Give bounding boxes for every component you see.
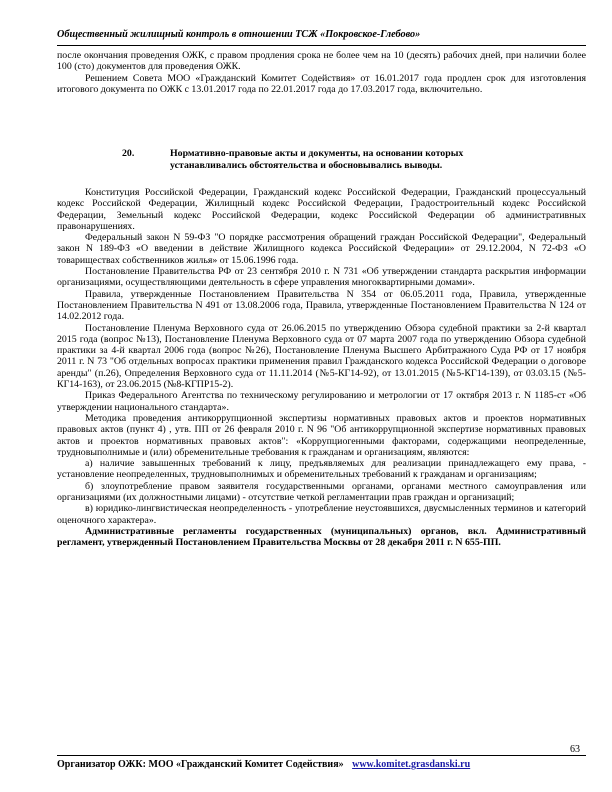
footer-website-link[interactable]: www.komitet.grasdanski.ru <box>352 759 471 770</box>
footer-label: Организатор ОЖК: МОО «Гражданский Комитет Содействия» <box>57 759 344 770</box>
list-item-a: а) наличие завышенных требований к лицу, предъявляемых для реализации принадлежащего ему права, - установление неопределенных, трудновыполнимых и обременительных требований к гражданам и организациям; <box>57 458 586 481</box>
top-text-block <box>57 50 586 95</box>
paragraph-government-decree: Постановление Правительства РФ от 23 сентября 2010 г. N 731 «Об утверждении стандарта раскрытия информации организациями, осуществляющими деятельность в сфере управления многоквартирными домами». <box>57 266 586 289</box>
section-title-line2: устанавливались обстоятельства и обосновывались выводы. <box>170 160 443 171</box>
list-item-b: б) злоупотребление правом заявителя государственными органами, органами местного самоуправления или организациями (их должностными лицами) - отсутствие четкой регламентации прав граждан и организаций; <box>57 480 586 504</box>
main-text-block <box>57 187 586 549</box>
paragraph-order: Приказ Федерального Агентства по техническому регулированию и метрологии от 17 октября 2013 г. N 1185-ст «Об утверждении национального стандарта». <box>57 390 586 413</box>
footer-divider <box>57 755 586 756</box>
paragraph-rules: Правила, утвержденные Постановлением Правительства N 354 от 06.05.2011 года, Правила, утвержденные Постановлением Правительства N 491 от 13.08.2006 года, Правила, утвержденные Постановлением Правительства N 124 от 14.02.2012 года. <box>57 288 586 323</box>
paragraph-federal-laws: Федеральный закон N 59-ФЗ "О порядке рассмотрения обращений граждан Российской Федерации", Федеральный закон N 189-ФЗ «О введении в действие Жилищного кодекса Российской Федерации» от 29.12.2004, N 72-ФЗ «О товариществах собственников жилья» от 15.06.1996 года. <box>57 232 586 266</box>
footer <box>57 759 586 770</box>
paragraph-court-decisions: Постановление Пленума Верховного суда от 26.06.2015 по утверждению Обзора судебной практики за 2-й квартал 2015 года (вопрос №13), Постановление Пленума Верховного суда от 07 марта 2007 года по утверждению Обзора судебной практики за 4-й квартал 2006 года (вопрос №26), Постановление Пленума Высшего Арбитражного Суда РФ от 17 ноября 2011 г. N 73 "Об отдельных вопросах практики применения правил Гражданского кодекса Российской Федерации о договоре аренды" (п.26), Определения Верховного суда от 11.11.2014 (№5-КГ14-92), от 13.01.2015 (№5-КГ14-139), от 03.03.15 (№5-КГ14-163), от 23.06.2015 (№8-КГПР15-2). <box>57 322 586 391</box>
paragraph-admin-regulations: Административные регламенты государственных (муниципальных) органов, вкл. Административный регламент, утвержденный Постановлением Правительства Москвы от 28 декабря 2011 г. N 655-ПП. <box>57 525 586 549</box>
paragraph-continuation: после окончания проведения ОЖК, с правом продления срока не более чем на 10 (десять) рабочих дней, при наличии более 100 (сто) документов для проведения ОЖК. <box>57 50 586 73</box>
page-number: 63 <box>570 744 580 755</box>
paragraph-codes: Конституция Российской Федерации, Гражданский кодекс Российской Федерации, Гражданский процессуальный кодекс Российской Федерации, Жилищный кодекс Российской Федерации, Градостроительный кодекс Российской Федерации, Земельный кодекс Российской Федерации, кодекс Российской Федерации об административных правонарушениях. <box>57 187 586 232</box>
running-header: Общественный жилищный контроль в отношении ТСЖ «Покровское-Глебово» <box>57 29 421 40</box>
paragraph-methodology: Методика проведения антикоррупционной экспертизы нормативных правовых актов и проектов нормативных правовых актов (пункт 4) , утв. ПП от 26 февраля 2010 г. N 96 "Об антикоррупционной экспертизе нормативных правовых актов и проектов нормативных правовых актов": «Коррупциогенными факторами, содержащими неопределенные, трудновыполнимые и (или) обременительные требования к гражданам и организациям, являются: <box>57 412 586 458</box>
section-title-line1: Нормативно-правовые акты и документы, на основании которых <box>170 148 464 159</box>
paragraph-council-decision: Решением Совета МОО «Гражданский Комитет Содействия» от 16.01.2017 года продлен срок для изготовления итогового документа по ОЖК с 13.01.2017 года по 22.01.2017 года до 17.03.2017 года, включительно. <box>57 72 586 95</box>
list-item-c: в) юридико-лингвистическая неопределенность - употребление неустоявшихся, двусмысленных терминов и категорий оценочного характера». <box>57 503 586 526</box>
header-divider <box>57 45 586 46</box>
section-number: 20. <box>122 148 135 159</box>
